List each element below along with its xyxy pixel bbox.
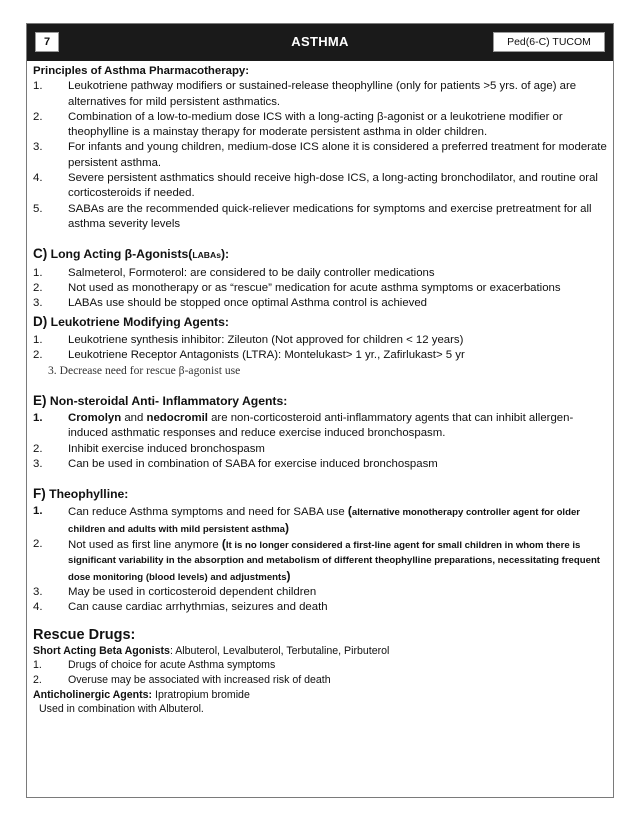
list-item: 1. Cromolyn and nedocromil are non-corticosteroid anti-inflammatory agents that can inhibit allergen-induced asthmatic responses and reduce exercise induced bronchospasm. xyxy=(33,411,574,440)
list-item: 2. Overuse may be associated with increased risk of death xyxy=(33,673,331,686)
list-item: 1. Can reduce Asthma symptoms and need for SABA use (alternative monotherapy controller agent for older children and adults with mild persistent asthma) xyxy=(33,504,581,535)
course-label: Ped(6-C) TUCOM xyxy=(493,32,605,52)
nsaid-heading: E) Non-steroidal Anti- Inflammatory Agents: xyxy=(33,392,288,408)
page-title: ASTHMA xyxy=(291,34,349,49)
list-item: 2. Not used as first line anymore (It is no longer considered a first-line agent for small children in whom there is significant variability in the absorption and metabolism of different theophylline preparations, necessitating frequent dose monitoring (blood levels) and adjustments) xyxy=(33,537,600,583)
list-item: 1. Leukotriene synthesis inhibitor: Zileuton (Not approved for children < 12 years) xyxy=(33,333,464,346)
list-item: 2. Not used as monotherapy or as “rescue” medication for acute asthma symptoms or exacerbations xyxy=(33,281,561,294)
laba-heading: C) Long Acting β-Agonists(LABAs): xyxy=(33,246,230,262)
list-item: 3. Can be used in combination of SABA for exercise induced bronchospasm xyxy=(33,457,438,470)
list-item: 2. Combination of a low-to-medium dose ICS with a long-acting β-agonist or a leukotriene modifier or theophylline is a mainstay therapy for moderate persistent asthma in older children. xyxy=(33,110,563,139)
principles-heading: Principles of Asthma Pharmacotherapy: xyxy=(33,65,250,77)
list-item: 2. Inhibit exercise induced bronchospasm xyxy=(33,442,265,455)
anticholinergic-line: Anticholinergic Agents: Ipratropium bromide xyxy=(33,688,250,701)
anticholinergic-note: Used in combination with Albuterol. xyxy=(39,703,204,716)
document-body xyxy=(33,64,609,717)
list-item: 1. Salmeterol, Formoterol: are considered to be daily controller medications xyxy=(33,266,435,279)
header-bar xyxy=(27,24,613,61)
leukotriene-heading: D) Leukotriene Modifying Agents: xyxy=(33,314,229,330)
list-item: 3. May be used in corticosteroid dependent children xyxy=(33,585,317,598)
list-item: 4. Can cause cardiac arrhythmias, seizures and death xyxy=(33,601,328,614)
list-item: 1. Leukotriene pathway modifiers or sustained-release theophylline (only for patients >5 yrs. of age) are alternatives for mild persistent asthmatics. xyxy=(33,80,577,108)
rescue-heading: Rescue Drugs: xyxy=(33,626,136,643)
saba-line: Short Acting Beta Agonists: Albuterol, Levalbuterol, Terbutaline, Pirbuterol xyxy=(33,644,390,657)
list-item: 5. SABAs are the recommended quick-reliever medications for symptoms and exercise pretreatment for all asthma severity levels xyxy=(33,202,592,230)
page-frame xyxy=(26,23,614,798)
rescue-section xyxy=(33,644,609,717)
list-item: 3. For infants and young children, medium-dose ICS alone it is considered a preferred treatment for moderate persistent asthma. xyxy=(33,141,607,169)
list-item: 1. Drugs of choice for acute Asthma symptoms xyxy=(33,659,276,672)
list-item: 2. Leukotriene Receptor Antagonists (LTRA): Montelukast> 1 yr., Zafirlukast> 5 yr xyxy=(33,349,465,362)
theophylline-heading: F) Theophylline: xyxy=(33,486,129,502)
list-item: 4. Severe persistent asthmatics should receive high-dose ICS, a long-acting bronchodilator, and routine oral corticosteroids if needed. xyxy=(33,172,598,200)
principles-list xyxy=(33,79,609,232)
page-number: 7 xyxy=(35,32,59,52)
list-item: 3. Decrease need for rescue β-agonist use xyxy=(48,364,241,378)
list-item: 3. LABAs use should be stopped once optimal Asthma control is achieved xyxy=(33,297,428,310)
